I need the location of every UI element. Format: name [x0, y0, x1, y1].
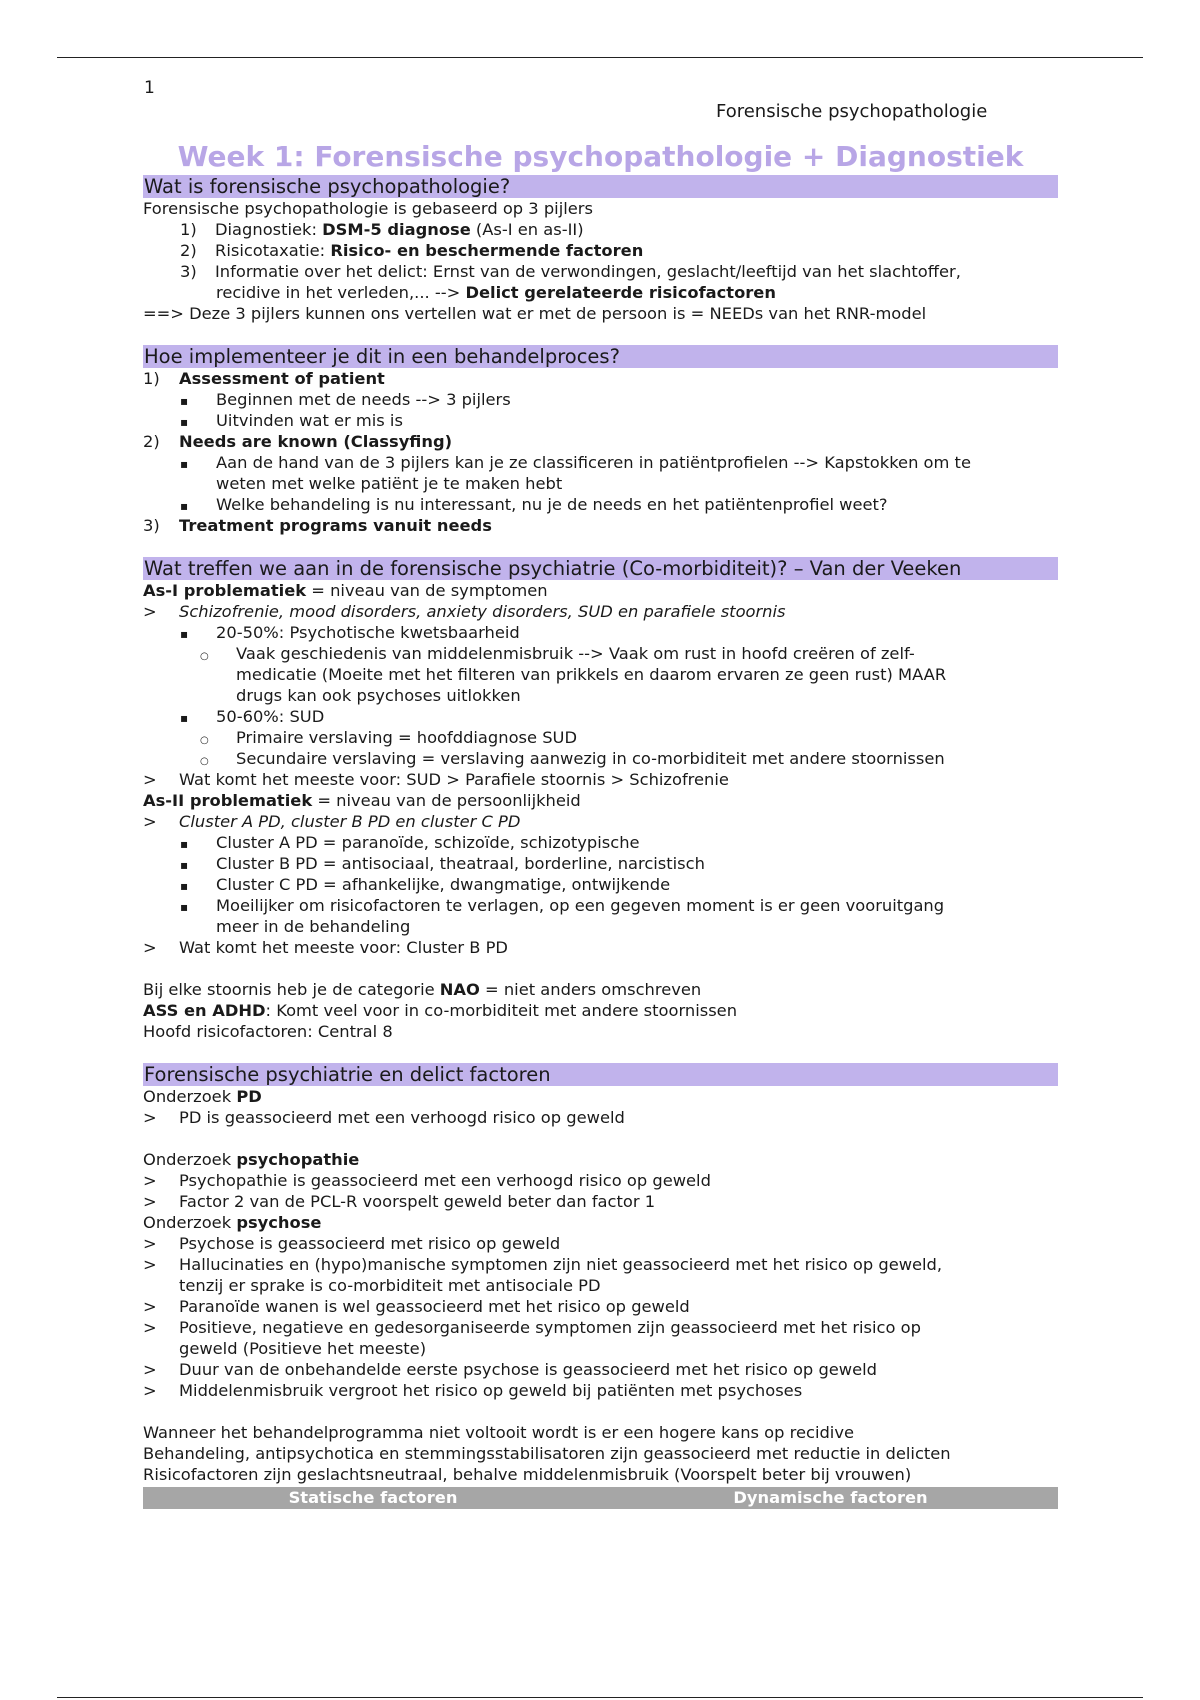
table-header-static: Statische factoren — [288, 1488, 458, 1507]
arrow-item: > Wat komt het meeste voor: SUD > Parafiele stoornis > Schizofrenie — [143, 770, 729, 789]
arrow-continuation: geweld (Positieve het meeste) — [179, 1339, 427, 1358]
factors-table-header — [143, 1487, 1058, 1509]
arrow-item: > Paranoïde wanen is wel geassocieerd met het risico op geweld — [143, 1297, 690, 1316]
paragraph: Onderzoek PD — [143, 1087, 262, 1106]
paragraph: Hoofd risicofactoren: Central 8 — [143, 1022, 393, 1041]
sub-bullet-continuation: medicatie (Moeite met het filteren van prikkels en daarom ervaren ze geen rust) MAAR — [236, 665, 947, 684]
bullet-item: ▪ Cluster A PD = paranoïde, schizoïde, schizotypische — [143, 832, 1058, 853]
section-heading-3: Wat treffen we aan in de forensische psychiatrie (Co-morbiditeit)? – Van der Veeken — [143, 557, 1058, 580]
paragraph: Wanneer het behandelprogramma niet voltooit wordt is er een hogere kans op recidive — [143, 1423, 854, 1442]
bullet-continuation: meer in de behandeling — [216, 917, 411, 936]
paragraph: ==> Deze 3 pijlers kunnen ons vertellen wat er met de persoon is = NEEDs van het RNR-model — [143, 304, 927, 323]
document-body — [143, 140, 1058, 1509]
list-item: 1) Diagnostiek: DSM-5 diagnose (As-I en as-II) — [180, 220, 584, 239]
sub-bullet-continuation: drugs kan ook psychoses uitlokken — [236, 686, 521, 705]
bottom-rule — [57, 1697, 1143, 1698]
arrow-item: > Hallucinaties en (hypo)manische symptomen zijn niet geassocieerd met het risico op geweld, — [143, 1255, 943, 1274]
list-item: 2) Risicotaxatie: Risico- en beschermende factoren — [180, 241, 644, 260]
bullet-item: ▪ Uitvinden wat er mis is — [143, 410, 1058, 431]
section-heading-2: Hoe implementeer je dit in een behandelproces? — [143, 345, 1058, 368]
paragraph: Risicofactoren zijn geslachtsneutraal, behalve middelenmisbruik (Voorspelt beter bij vrouwen) — [143, 1465, 912, 1484]
arrow-item: > Positieve, negatieve en gedesorganiseerde symptomen zijn geassocieerd met het risico op — [143, 1318, 921, 1337]
table-header-dynamic: Dynamische factoren — [733, 1488, 928, 1507]
arrow-item: > Psychopathie is geassocieerd met een verhoogd risico op geweld — [143, 1171, 711, 1190]
page-title: Week 1: Forensische psychopathologie + Diagnostiek — [177, 140, 1024, 173]
paragraph: Onderzoek psychopathie — [143, 1150, 360, 1169]
bullet-item: ▪ Cluster B PD = antisociaal, theatraal, borderline, narcistisch — [143, 853, 1058, 874]
arrow-item: > Cluster A PD, cluster B PD en cluster C PD — [143, 812, 521, 831]
list-item: 3) Treatment programs vanuit needs — [143, 516, 492, 535]
list-item-continuation: recidive in het verleden,... --> Delict gerelateerde risicofactoren — [216, 283, 776, 302]
arrow-item: > Schizofrenie, mood disorders, anxiety disorders, SUD en parafiele stoornis — [143, 602, 786, 621]
running-header: Forensische psychopathologie — [716, 101, 988, 122]
arrow-continuation: tenzij er sprake is co-morbiditeit met antisociale PD — [179, 1276, 601, 1295]
paragraph: Onderzoek psychose — [143, 1213, 322, 1232]
top-rule — [57, 57, 1143, 58]
bullet-item: ▪ Aan de hand van de 3 pijlers kan je ze classificeren in patiëntprofielen --> Kapstokken om te — [143, 452, 1058, 473]
list-item: 2) Needs are known (Classyfing) — [143, 432, 453, 451]
bullet-item: ▪ Moeilijker om risicofactoren te verlagen, op een gegeven moment is er geen vooruitgang — [143, 895, 1058, 916]
section-heading-4: Forensische psychiatrie en delict factoren — [143, 1063, 1058, 1086]
list-item: 3) Informatie over het delict: Ernst van de verwondingen, geslacht/leeftijd van het slachtoffer, — [180, 262, 961, 281]
bullet-item: ▪ Cluster C PD = afhankelijke, dwangmatige, ontwijkende — [143, 874, 1058, 895]
paragraph: Forensische psychopathologie is gebaseerd op 3 pijlers — [143, 199, 593, 218]
bullet-continuation: weten met welke patiënt je te maken hebt — [216, 474, 563, 493]
paragraph: Behandeling, antipsychotica en stemmingsstabilisatoren zijn geassocieerd met reductie in delicten — [143, 1444, 951, 1463]
sub-bullet-item: ○ Vaak geschiedenis van middelenmisbruik --> Vaak om rust in hoofd creëren of zelf- — [143, 643, 1058, 664]
bullet-item: ▪ 20-50%: Psychotische kwetsbaarheid — [143, 622, 1058, 643]
paragraph: Bij elke stoornis heb je de categorie NAO = niet anders omschreven — [143, 980, 702, 999]
page-number: 1 — [144, 78, 155, 98]
sub-bullet-item: ○ Secundaire verslaving = verslaving aanwezig in co-morbiditeit met andere stoornissen — [143, 748, 1058, 769]
bullet-item: ▪ Welke behandeling is nu interessant, nu je de needs en het patiëntenprofiel weet? — [143, 494, 1058, 515]
paragraph: As-II problematiek = niveau van de persoonlijkheid — [143, 791, 581, 810]
arrow-item: > Duur van de onbehandelde eerste psychose is geassocieerd met het risico op geweld — [143, 1360, 877, 1379]
arrow-item: > Factor 2 van de PCL-R voorspelt geweld beter dan factor 1 — [143, 1192, 656, 1211]
arrow-item: > Wat komt het meeste voor: Cluster B PD — [143, 938, 508, 957]
bullet-item: ▪ 50-60%: SUD — [143, 706, 1058, 727]
section-heading-1: Wat is forensische psychopathologie? — [143, 175, 1058, 198]
bullet-item: ▪ Beginnen met de needs --> 3 pijlers — [143, 389, 1058, 410]
list-item: 1) Assessment of patient — [143, 369, 385, 388]
paragraph: ASS en ADHD: Komt veel voor in co-morbiditeit met andere stoornissen — [143, 1001, 738, 1020]
arrow-item: > Psychose is geassocieerd met risico op geweld — [143, 1234, 561, 1253]
arrow-item: > PD is geassocieerd met een verhoogd risico op geweld — [143, 1108, 625, 1127]
arrow-item: > Middelenmisbruik vergroot het risico op geweld bij patiënten met psychoses — [143, 1381, 803, 1400]
paragraph: As-I problematiek = niveau van de symptomen — [143, 581, 548, 600]
sub-bullet-item: ○ Primaire verslaving = hoofddiagnose SUD — [143, 727, 1058, 748]
